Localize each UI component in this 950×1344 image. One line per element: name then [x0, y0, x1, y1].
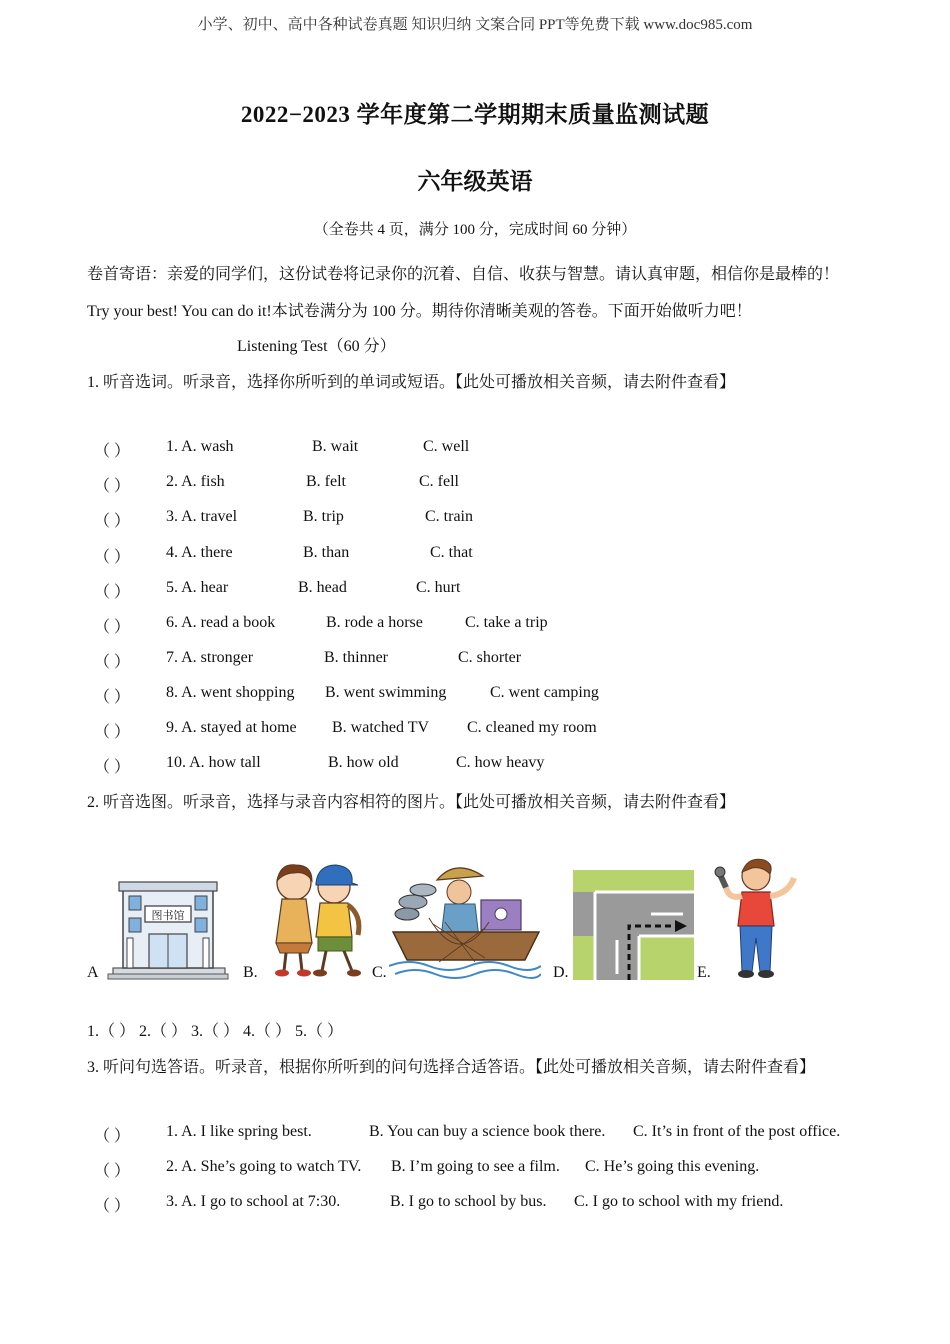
section1-heading: 1. 听音选词。听录音，选择你所听到的单词或短语。【此处可播放相关音频，请去附件查看】 [87, 374, 736, 391]
option-c: C. fell [419, 473, 459, 490]
option-a: 7. A. stronger [166, 649, 254, 666]
picture-label-e: E. [697, 964, 711, 981]
option-a: 10. A. how tall [166, 754, 261, 771]
option-a: 2. A. fish [166, 473, 225, 490]
option-a: 4. A. there [166, 544, 233, 561]
intro-line-1: 卷首寄语：亲爱的同学们，这份试卷将记录你的沉着、自信、收获与智慧。请认真审题，相信你是最棒的！ [87, 266, 840, 283]
option-c: C. that [430, 544, 473, 561]
option-b: B. how old [328, 754, 399, 771]
listening-heading: Listening Test（60 分） [237, 338, 396, 355]
option-b: B. rode a horse [326, 614, 423, 631]
option-a: 3. A. I go to school at 7:30. [166, 1193, 341, 1210]
answer-blank[interactable]: （ ） [94, 689, 131, 706]
exam-title: 2022−2023 学年度第二学期期末质量监测试题 [240, 102, 710, 127]
option-c: C. shorter [458, 649, 522, 666]
fisherman-boat-picture [389, 858, 541, 980]
road-turn-picture [573, 870, 694, 980]
option-a: 3. A. travel [166, 508, 238, 525]
option-c: C. I go to school with my friend. [574, 1193, 784, 1210]
answer-blank[interactable]: （ ） [94, 759, 131, 776]
option-b: B. thinner [324, 649, 388, 666]
option-b: B. I’m going to see a film. [391, 1158, 560, 1175]
option-b: B. You can buy a science book there. [369, 1123, 606, 1140]
option-a: 9. A. stayed at home [166, 719, 297, 736]
page-header: 小学、初中、高中各种试卷真题 知识归纳 文案合同 PPT等免费下载 www.doc985.com [197, 17, 753, 33]
answer-blank[interactable]: （ ） [94, 443, 131, 460]
exam-info: （全卷共 4 页，满分 100 分，完成时间 60 分钟） [313, 222, 637, 238]
library-sign-text: 图书馆 [151, 909, 185, 922]
picture-label-b: B. [243, 964, 258, 981]
option-c: C. went camping [490, 684, 599, 701]
option-b: B. felt [306, 473, 346, 490]
option-b: B. I go to school by bus. [390, 1193, 547, 1210]
option-a: 1. A. I like spring best. [166, 1123, 312, 1140]
option-c: C. hurt [416, 579, 461, 596]
option-c: C. It’s in front of the post office. [633, 1123, 841, 1140]
library-picture [105, 876, 230, 980]
option-a: 8. A. went shopping [166, 684, 295, 701]
answer-blank[interactable]: （ ） [94, 619, 131, 636]
option-c: C. train [425, 508, 473, 525]
answer-blank[interactable]: （ ） [94, 549, 131, 566]
answer-blank[interactable]: （ ） [94, 584, 131, 601]
boy-singing-picture [712, 856, 800, 980]
option-c: C. take a trip [465, 614, 548, 631]
option-c: C. well [423, 438, 470, 455]
answer-blank[interactable]: （ ） [94, 1163, 131, 1180]
picture-label-d: D. [553, 964, 569, 981]
children-walking-picture [262, 855, 372, 980]
option-b: B. wait [312, 438, 359, 455]
answer-blank[interactable]: （ ） [94, 513, 131, 530]
answer-blank[interactable]: （ ） [94, 654, 131, 671]
option-c: C. how heavy [456, 754, 545, 771]
picture-label-c: C. [372, 964, 387, 981]
section2-heading: 2. 听音选图。听录音，选择与录音内容相符的图片。【此处可播放相关音频，请去附件查看】 [87, 794, 736, 811]
picture-label-a: A [87, 964, 99, 981]
picture-answer-blanks[interactable]: 1.（ ） 2.（ ） 3.（ ） 4.（ ） 5.（ ） [87, 1023, 344, 1040]
intro-line-2: Try your best! You can do it!本试卷满分为 100 分。期待你清晰美观的答卷。下面开始做听力吧！ [87, 303, 752, 320]
answer-blank[interactable]: （ ） [94, 478, 131, 495]
option-b: B. watched TV [332, 719, 430, 736]
option-a: 2. A. She’s going to watch TV. [166, 1158, 362, 1175]
option-b: B. trip [303, 508, 344, 525]
option-a: 5. A. hear [166, 579, 229, 596]
option-b: B. head [298, 579, 347, 596]
exam-subtitle: 六年级英语 [417, 169, 533, 194]
answer-blank[interactable]: （ ） [94, 1128, 131, 1145]
answer-blank[interactable]: （ ） [94, 1198, 131, 1215]
option-b: B. than [303, 544, 350, 561]
option-a: 6. A. read a book [166, 614, 276, 631]
answer-blank[interactable]: （ ） [94, 724, 131, 741]
option-c: C. cleaned my room [467, 719, 597, 736]
section3-heading: 3. 听问句选答语。听录音，根据你所听到的问句选择合适答语。【此处可播放相关音频，请去附件查看】 [87, 1059, 816, 1076]
option-a: 1. A. wash [166, 438, 234, 455]
option-b: B. went swimming [325, 684, 447, 701]
option-c: C. He’s going this evening. [585, 1158, 760, 1175]
